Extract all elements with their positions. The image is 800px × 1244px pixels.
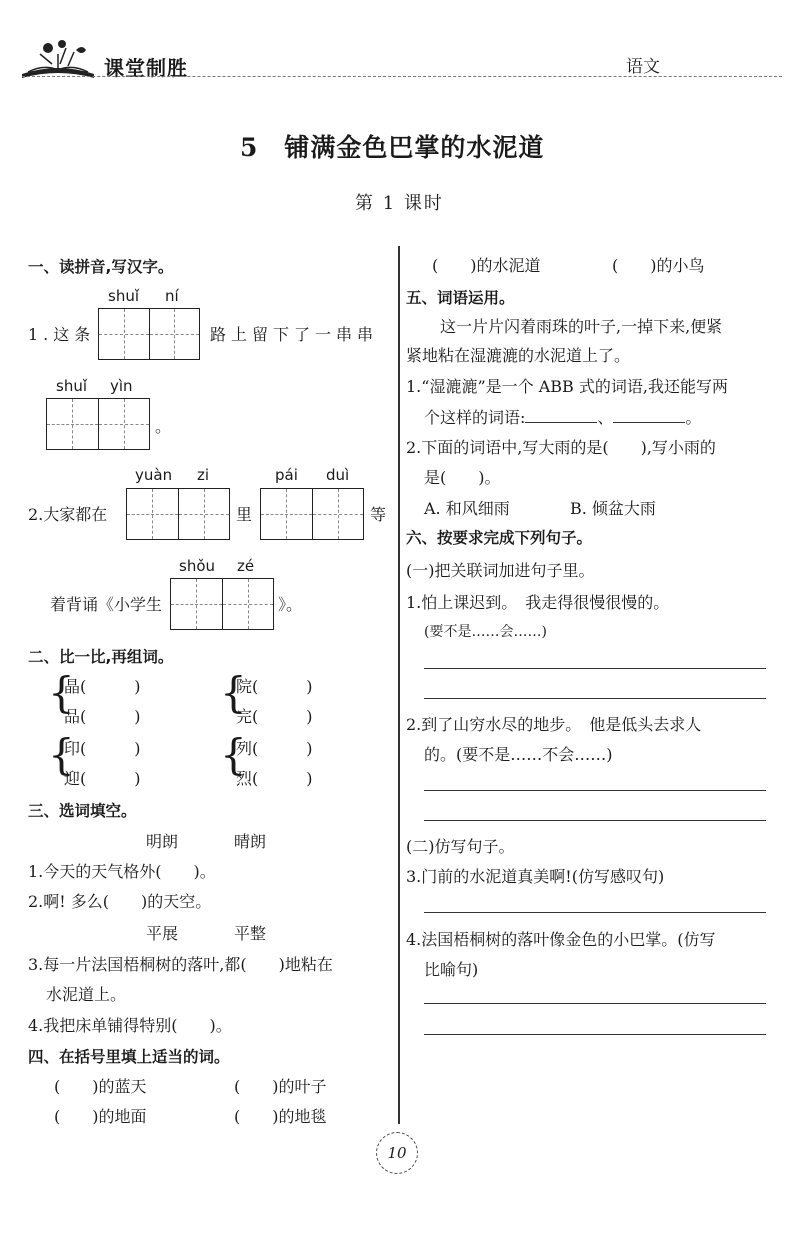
q1-text-before: 1.这条 xyxy=(28,325,96,344)
page-number: 10 xyxy=(376,1132,418,1174)
phrase-blank: ( )的蓝天 xyxy=(54,1077,147,1096)
question-text: 4.法国梧桐树的落叶像金色的小巴掌。(仿写 xyxy=(406,930,716,949)
option-b: B. 倾盆大雨 xyxy=(570,499,656,518)
fill-question-cont: 水泥道上。 xyxy=(46,985,127,1004)
lesson-title: 5 铺满金色巴掌的水泥道 xyxy=(240,133,545,162)
subsection-title: (一)把关联词加进句子里。 xyxy=(406,561,595,580)
compare-item: 列( ) xyxy=(236,739,313,758)
writing-cell[interactable] xyxy=(313,489,364,539)
q2-text-before: 2.大家都在 xyxy=(28,505,108,524)
passage-line: 紧地粘在湿漉漉的水泥道上了。 xyxy=(406,346,631,365)
writing-cell[interactable] xyxy=(99,399,150,449)
period-title: 第 1 课时 xyxy=(355,193,444,214)
brace: { xyxy=(220,730,247,779)
brace: { xyxy=(48,730,75,779)
subject-label: 语文 xyxy=(626,57,660,77)
pinyin: yìn xyxy=(110,377,133,395)
pinyin: zé xyxy=(237,557,255,575)
pinyin: shǒu xyxy=(179,557,216,575)
answer-line[interactable] xyxy=(424,698,766,699)
answer-line[interactable] xyxy=(424,1034,766,1035)
column-divider xyxy=(398,246,400,1124)
q2-text-end: 等 xyxy=(370,505,387,524)
writing-cell[interactable] xyxy=(179,489,230,539)
phrase-blank: ( )的地面 xyxy=(54,1107,147,1126)
fill-question: 4.我把床单铺得特别( )。 xyxy=(28,1016,232,1035)
phrase-blank: ( )的地毯 xyxy=(234,1107,327,1126)
fill-question: 2.啊! 多么( )的天空。 xyxy=(28,892,212,911)
pinyin: yuàn xyxy=(135,466,173,484)
answer-line[interactable] xyxy=(424,790,766,791)
answer-grid-yuanzi[interactable] xyxy=(126,488,230,540)
question-text xyxy=(424,405,701,428)
question-text: 3.门前的水泥道真美啊!(仿写感叹句) xyxy=(406,867,665,886)
option-a: A. 和风细雨 xyxy=(424,499,510,518)
answer-line[interactable] xyxy=(424,1003,766,1004)
section-1-title: 一、读拼音,写汉字。 xyxy=(28,258,174,276)
answer-line[interactable] xyxy=(424,820,766,821)
writing-cell[interactable] xyxy=(223,579,274,629)
end-mark: 。 xyxy=(685,408,702,427)
pinyin: shuǐ xyxy=(56,377,87,395)
separator: 、 xyxy=(597,408,614,427)
q2-text-mid: 里 xyxy=(236,505,253,524)
writing-cell[interactable] xyxy=(171,579,223,629)
header-divider xyxy=(22,76,782,77)
compare-item: 院( ) xyxy=(236,677,313,696)
answer-blank[interactable] xyxy=(525,422,597,423)
word-option: 明朗 xyxy=(146,832,179,851)
answer-grid-paidui[interactable] xyxy=(260,488,364,540)
compare-item: 完( ) xyxy=(236,707,313,726)
question-text: 是( )。 xyxy=(424,468,501,487)
compare-item: 迎( ) xyxy=(64,769,141,788)
question-text-part: 个这样的词语: xyxy=(424,408,526,427)
writing-cell[interactable] xyxy=(127,489,179,539)
question-text: 1.怕上课迟到。 我走得很慢很慢的。 xyxy=(406,593,670,612)
pinyin: pái xyxy=(275,466,298,484)
pinyin: duì xyxy=(326,466,350,484)
answer-line[interactable] xyxy=(424,668,766,669)
phrase-blank: ( )的叶子 xyxy=(234,1077,327,1096)
question-text: 的。(要不是……不会……) xyxy=(424,745,613,764)
pinyin: zi xyxy=(197,466,210,484)
q1-period: 。 xyxy=(155,417,172,436)
q1-text-after: 路上留下了一串串 xyxy=(210,325,379,344)
question-text: 比喻句) xyxy=(424,960,479,979)
question-text: 2.到了山穷水尽的地步。 他是低头去求人 xyxy=(406,715,702,734)
brace: { xyxy=(220,668,247,717)
word-option: 平展 xyxy=(146,924,179,943)
section-3-title: 三、选词填空。 xyxy=(28,802,137,820)
subsection-title: (二)仿写句子。 xyxy=(406,837,515,856)
section-6-title: 六、按要求完成下列句子。 xyxy=(406,529,593,547)
pinyin: ní xyxy=(165,287,179,305)
word-option: 晴朗 xyxy=(234,832,267,851)
compare-item: 烈( ) xyxy=(236,769,313,788)
q3-text-end: 》。 xyxy=(278,595,303,614)
word-option: 平整 xyxy=(234,924,267,943)
fill-question: 1.今天的天气格外( )。 xyxy=(28,862,216,881)
answer-grid-shuiyin[interactable] xyxy=(46,398,150,450)
header-logo-icon xyxy=(18,34,98,82)
passage-line: 这一片片闪着雨珠的叶子,一掉下来,便紧 xyxy=(440,317,723,336)
section-4-title: 四、在括号里填上适当的词。 xyxy=(28,1048,230,1066)
answer-blank[interactable] xyxy=(613,422,685,423)
fill-question: 3.每一片法国梧桐树的落叶,都( )地粘在 xyxy=(28,955,333,974)
phrase-blank: ( )的水泥道 xyxy=(432,256,541,275)
section-2-title: 二、比一比,再组词。 xyxy=(28,648,174,666)
writing-cell[interactable] xyxy=(99,309,150,359)
answer-grid-shuini[interactable] xyxy=(98,308,200,360)
writing-cell[interactable] xyxy=(261,489,313,539)
question-text: 2.下面的词语中,写大雨的是( ),写小雨的 xyxy=(406,438,716,457)
compare-item: 品( ) xyxy=(64,707,141,726)
answer-line[interactable] xyxy=(424,912,766,913)
section-5-title: 五、词语运用。 xyxy=(406,289,515,307)
answer-grid-shouze[interactable] xyxy=(170,578,274,630)
phrase-blank: ( )的小鸟 xyxy=(612,256,705,275)
writing-cell[interactable] xyxy=(47,399,99,449)
brand-title: 课堂制胜 xyxy=(104,56,188,80)
question-text: 1.“湿漉漉”是一个 ABB 式的词语,我还能写两 xyxy=(406,377,728,396)
pinyin: shuǐ xyxy=(108,287,139,305)
compare-item: 晶( ) xyxy=(64,677,141,696)
hint-text: (要不是……会……) xyxy=(424,624,547,640)
brace: { xyxy=(48,668,75,717)
compare-item: 印( ) xyxy=(64,739,141,758)
q3-text-before: 着背诵《小学生 xyxy=(50,595,163,614)
writing-cell[interactable] xyxy=(150,309,200,359)
